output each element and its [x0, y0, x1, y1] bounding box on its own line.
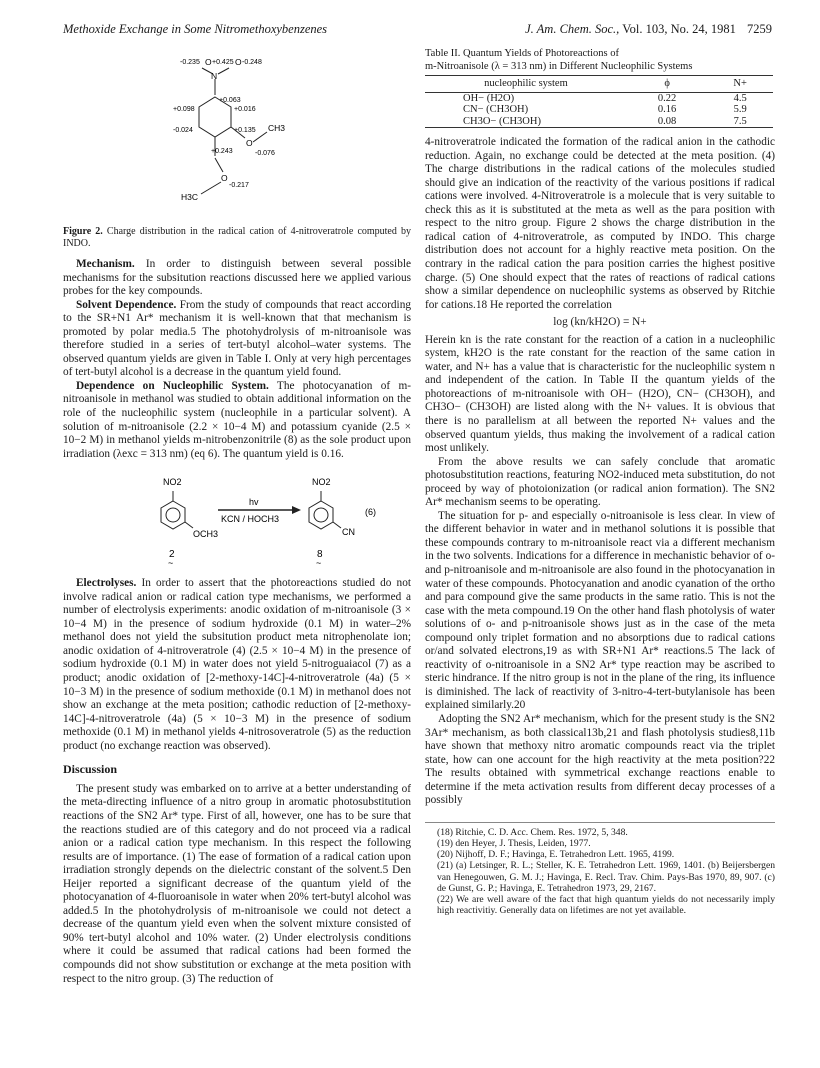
page-number: 7259 — [747, 22, 772, 36]
eq6-reagent: KCN / HOCH3 — [221, 514, 280, 525]
charge-c-right-low: +0.135 — [234, 127, 256, 134]
table-cell: 5.9 — [733, 104, 747, 116]
figure-2-caption-text: Charge distribution in the radical cation of 4-nitroveratrole computed by INDO. — [63, 226, 411, 249]
table-header: nucleophilic system — [425, 76, 627, 93]
running-header-title: Methoxide Exchange in Some Nitromethoxybenzenes — [63, 22, 328, 36]
para-discussion: The present study was embarked on to arrive at a better understanding of the meta-directing influence of a nitro group in aromatic photosubstitution reactions of the SN2 Ar* type. First of all, however, one has to be sure that the reactions studied are of this category and do not proceed via a radical anion or a radical cation type mechanism. In this respect the following results are of importance. (1) The ease of formation of a radical cation upon irradiation strongly depends on the dielectric constant of the solvent.5 Den Heijer reported a significant decrease of the quantum yield of the photocyanation of 4-fluoroanisole in water when 20% tert-butyl alcohol was added.5 In the photohydrolysis of m-nitroanisole we could not detect a decrease of the quantum yield even when the solvent mixture consisted of 90% tert-butyl alcohol and 10% water. (2) Under electrolysis conditions where it could be assumed that radical cations had been formed the compounds did not show substitution or exchange at the meta position with respect to the nitro group. (3) The reduction of — [63, 782, 411, 985]
charge-c1: +0.063 — [219, 97, 241, 104]
reference-item: (18) Ritchie, C. D. Acc. Chem. Res. 1972, 5, 348. — [437, 826, 628, 838]
journal-volume: Vol. 103, No. 24, 1981 — [622, 22, 736, 36]
reference-item: (21) (a) Letsinger, R. L.; Steller, K. E. Tetrahedron Lett. 1969, 1401. (b) Beijersbergen van Henegouwen, G. M. J.; Havinga, E. Recl. Trav. Chim. Pays-Bas 1970, 89, 907. (c) de Gunst, G. P.; Havinga, E. Tetrahedron 1973, 29, 2167. — [437, 860, 775, 894]
equation-6-svg — [63, 467, 411, 571]
para-solvent — [63, 299, 411, 380]
equation-6-scheme — [63, 467, 411, 571]
atom-o-right: O — [235, 57, 242, 67]
figure-2-svg — [63, 48, 411, 223]
para-electrolyses — [63, 577, 411, 753]
eq6-cn: CN — [342, 527, 355, 538]
table-row — [425, 92, 773, 104]
charge-c-right-top: +0.016 — [234, 106, 256, 113]
charge-o-bottom: -0.217 — [229, 182, 249, 189]
figure-2-label: Figure 2. — [63, 226, 103, 237]
para-right-4: The situation for p- and especially o-nitroanisole is less clear. In view of the different behavior in water and in methanol solutions it is possible that these compounds contrary to m-nitroanisole react via a different mechanism in the two solvents. Indications for a difference in mechanistic behavior of o- and p-nitroanisole and m-nitroanisole are also found in the photocyanation in water of these compounds. Photocyanation and anodic cyanation of the ortho and para compound give the same products in the same ratio. This is not the case with the meta compound.19 On the other hand flash photolysis of water solutions of o- and p-nitroanisole shows just as in the case of the meta compound only triplet formation and no absorptions due to radical cations or/and solvated electrons,19 as with SR+N1 Ar* reactions.5 The lack of reactivity of o-nitroanisole in a SN2 Ar* type reaction may be ascribed to steric hindrance. If the nitro group is not in the plane of the ring, its influence is diminished. The lack of reactivity of 3-nitro-4-tert-butylanisole has been explained similarly.20 — [425, 509, 775, 712]
table-2 — [425, 75, 773, 128]
heading-discussion: Discussion — [63, 762, 118, 777]
running-header-journal — [525, 22, 772, 37]
text-nucleophilic: The photocyanation of m-nitroanisole in methanol was studied to obtain additional information on the role of the nucleophilic system (nucleophile in a particular solvent). A solution of m-nitroanisole (2.2 × 10−4 M) and potassium cyanide (2.5 × 10−2 M) in methanol yields m-nitrobenzonitrile (8) as the sole product upon irradiation (λexc = 313 nm) (eq 6). The quantum yield is 0.16. — [63, 379, 412, 460]
table-cell: 7.5 — [707, 116, 773, 128]
para-right-2: Herein kn is the rate constant for the reaction of a cation in a nucleophilic system, kH2O is the rate constant for the reaction of the same cation in water, and N+ has a value that is characteristic for the nucleophilic system n and independent of the cation. In Table II the quantum yields of the photoreactions of m-nitroanisole with OH− (H2O), CN− (CH3OH), and CH3O− (CH3OH) are listed along with the N+ values. It is obvious that there is no parallelism at all between the reported N+ values and the observed quantum yields, thus making the involvement of a radical cation most unlikely. — [425, 333, 775, 455]
left-column — [63, 48, 411, 986]
head-electrolyses: Electrolyses. — [76, 577, 137, 590]
table-header-row — [425, 76, 773, 93]
table-2-title-line-2: m-Nitroanisole (λ = 313 nm) in Different Nucleophilic Systems — [425, 60, 693, 72]
text-solvent: From the study of compounds that react according to the SR+N1 Ar* mechanism it is well-known that that mechanism is promoted by polar media.5 The photohydrolysis of m-nitroanisole was therefore studied in a series of tert-butyl alcohol–water systems. The observed quantum yields are given in Table I. Only at very high percentages of tert-butyl alcohol is a decrease in the quantum yield found. — [63, 298, 411, 379]
charge-o-left: -0.235 — [180, 59, 200, 66]
label-ch3-top: CH3 — [268, 123, 286, 133]
figure-2-structure — [63, 48, 411, 223]
eq6-no2-left: NO2 — [163, 477, 182, 488]
table-row — [425, 116, 773, 128]
eq6-och3: OCH3 — [193, 529, 219, 540]
para-right-5: Adopting the SN2 Ar* mechanism, which for the present study is the SN2 3Ar* mechanism, as both classical13b,21 and flash photolysis studies8,11b have shown that methoxy nitro aromatic compounds react via the triplet state, how can one account for the high reactivity at the meta position?22 The results obtained with symmetrical exchange reactions enable to determine if the meta activation results from different decay processes of a possibly — [425, 713, 775, 807]
reference-item: (22) We are well aware of the fact that high quantum yields do not necessarily imply high reactivitiy. Generally data on lifetimes are not yet available. — [437, 894, 775, 917]
table-row — [425, 104, 773, 116]
para-mechanism — [63, 258, 411, 299]
table-cell: 0.16 — [657, 104, 677, 116]
footnote-references — [425, 822, 775, 917]
eq6-number: (6) — [365, 507, 376, 518]
table-header: ϕ — [627, 76, 708, 93]
head-nucleophilic: Dependence on Nucleophilic System. — [76, 379, 269, 392]
charge-o-right: -0.248 — [242, 59, 262, 66]
table-cell: OH− (H2O) — [463, 92, 515, 104]
right-column — [425, 48, 775, 916]
eq6-tilde-right: ~ — [316, 558, 322, 569]
para-right-3: From the above results we can safely conclude that aromatic photosubstitution reactions, featuring NO2-induced meta substitution, do not proceed by way of photoionization (or radical anion formation). The SN2 Ar* mechanism seems to be operating. — [425, 455, 775, 509]
figure-2-caption — [63, 226, 411, 250]
label-h3c: H3C — [181, 192, 199, 202]
charge-o-ome: -0.076 — [255, 150, 275, 157]
table-cell: CH3O− (CH3OH) — [425, 116, 627, 128]
table-cell: 4.5 — [733, 92, 747, 104]
eq6-compound-2: 2 — [169, 549, 175, 561]
para-right-1: 4-nitroveratrole indicated the formation of the radical anion in the cathodic reduction. Again, no exchange could be detected at the meta position. (4) The charge distributions in the radical cations of the molecules studied should give an indication of the reactivity of the various positions if radical cations were involved. 4-Nitroveratrole is a molecule that is very suitable to check this as it is substituted at the meta as well as the para position with respect to the nitro group. Figure 2 shows the charge distribution in the radical cation of 4-nitroveratrole, as computed by INDO. This charge distribution does not account for a highly reactive meta position. On the contrary in the radical cation the para position carries the highest positive charge. (5) One should expect that the rates of reactions of radical cations show a similar dependence on nucleophilic systems as observed by Ritchie for cations.18 He reported the correlation — [425, 136, 775, 311]
para-nucleophilic — [63, 380, 411, 461]
journal-name: J. Am. Chem. Soc., — [525, 22, 620, 36]
reference-item: (20) Nijhoff, D. F.; Havinga, E. Tetrahedron Lett. 1965, 4199. — [437, 849, 675, 861]
table-cell: 0.22 — [657, 92, 677, 104]
charge-c-left-low: -0.024 — [173, 127, 193, 134]
atom-o-left: O — [205, 57, 212, 67]
table-cell: 0.08 — [627, 116, 708, 128]
equation-ritchie: log (kn/kH2O) = N+ — [553, 316, 647, 329]
charge-c2-left: +0.098 — [173, 106, 195, 113]
charge-n: +0.425 — [212, 59, 234, 66]
reference-item: (19) den Heyer, J. Thesis, Leiden, 1977. — [437, 838, 591, 850]
atom-o-bottom: O — [221, 173, 228, 183]
head-mechanism: Mechanism. — [76, 258, 135, 270]
eq6-tilde-left: ~ — [168, 558, 174, 569]
eq6-no2-right: NO2 — [312, 477, 331, 488]
table-header: N+ — [707, 76, 773, 93]
atom-n: N — [211, 71, 218, 81]
table-cell: CN− (CH3OH) — [463, 104, 529, 116]
text-electrolyses: In order to assert that the photoreactions studied do not involve radical anion or radical cation type mechanisms, we performed a number of electrolysis experiments: anodic oxidation of m-nitroanisole (3 × 10−4 M) in the presence of sodium hydroxide (0.1 M) in water–2% methanol does not yield the subsitution product meta nitrophenolate ion; anodic oxidation of 4-nitroveratrole (4) (2.5 × 10−4 M) in the presence of sodium hydroxide (0.1 M) in water does not yield 5-nitroguaiacol (7) as a product; anodic oxidation of [2-methoxy-14C]-4-nitroveratrole (4a) (5 × 10−3 M) in the presence of sodium methoxide (0.1 M) in methanol does not show an exchange at the meta position; cathodic reduction of [2-methoxy-14C]-4-nitroveratrole (4a) (5 × 10−3 M) in the presence of sodium methoxide (0.1 M) in methanol yields 4-nitrosoveratrole (5) as the reduction product (no exchange reaction was observed). — [63, 577, 411, 752]
head-solvent: Solvent Dependence. — [76, 298, 177, 311]
atom-o-ome: O — [246, 138, 253, 148]
table-2-title-line-1: Table II. Quantum Yields of Photoreactions of — [425, 48, 619, 59]
charge-c4: +0.243 — [211, 148, 233, 155]
eq6-compound-8: 8 — [317, 549, 323, 561]
text-mechanism: In order to distinguish between several possible mechanisms for the subsitution reactions discussed here we applied various probes for the key compounds. — [63, 258, 411, 298]
eq6-hv: hv — [249, 497, 259, 508]
